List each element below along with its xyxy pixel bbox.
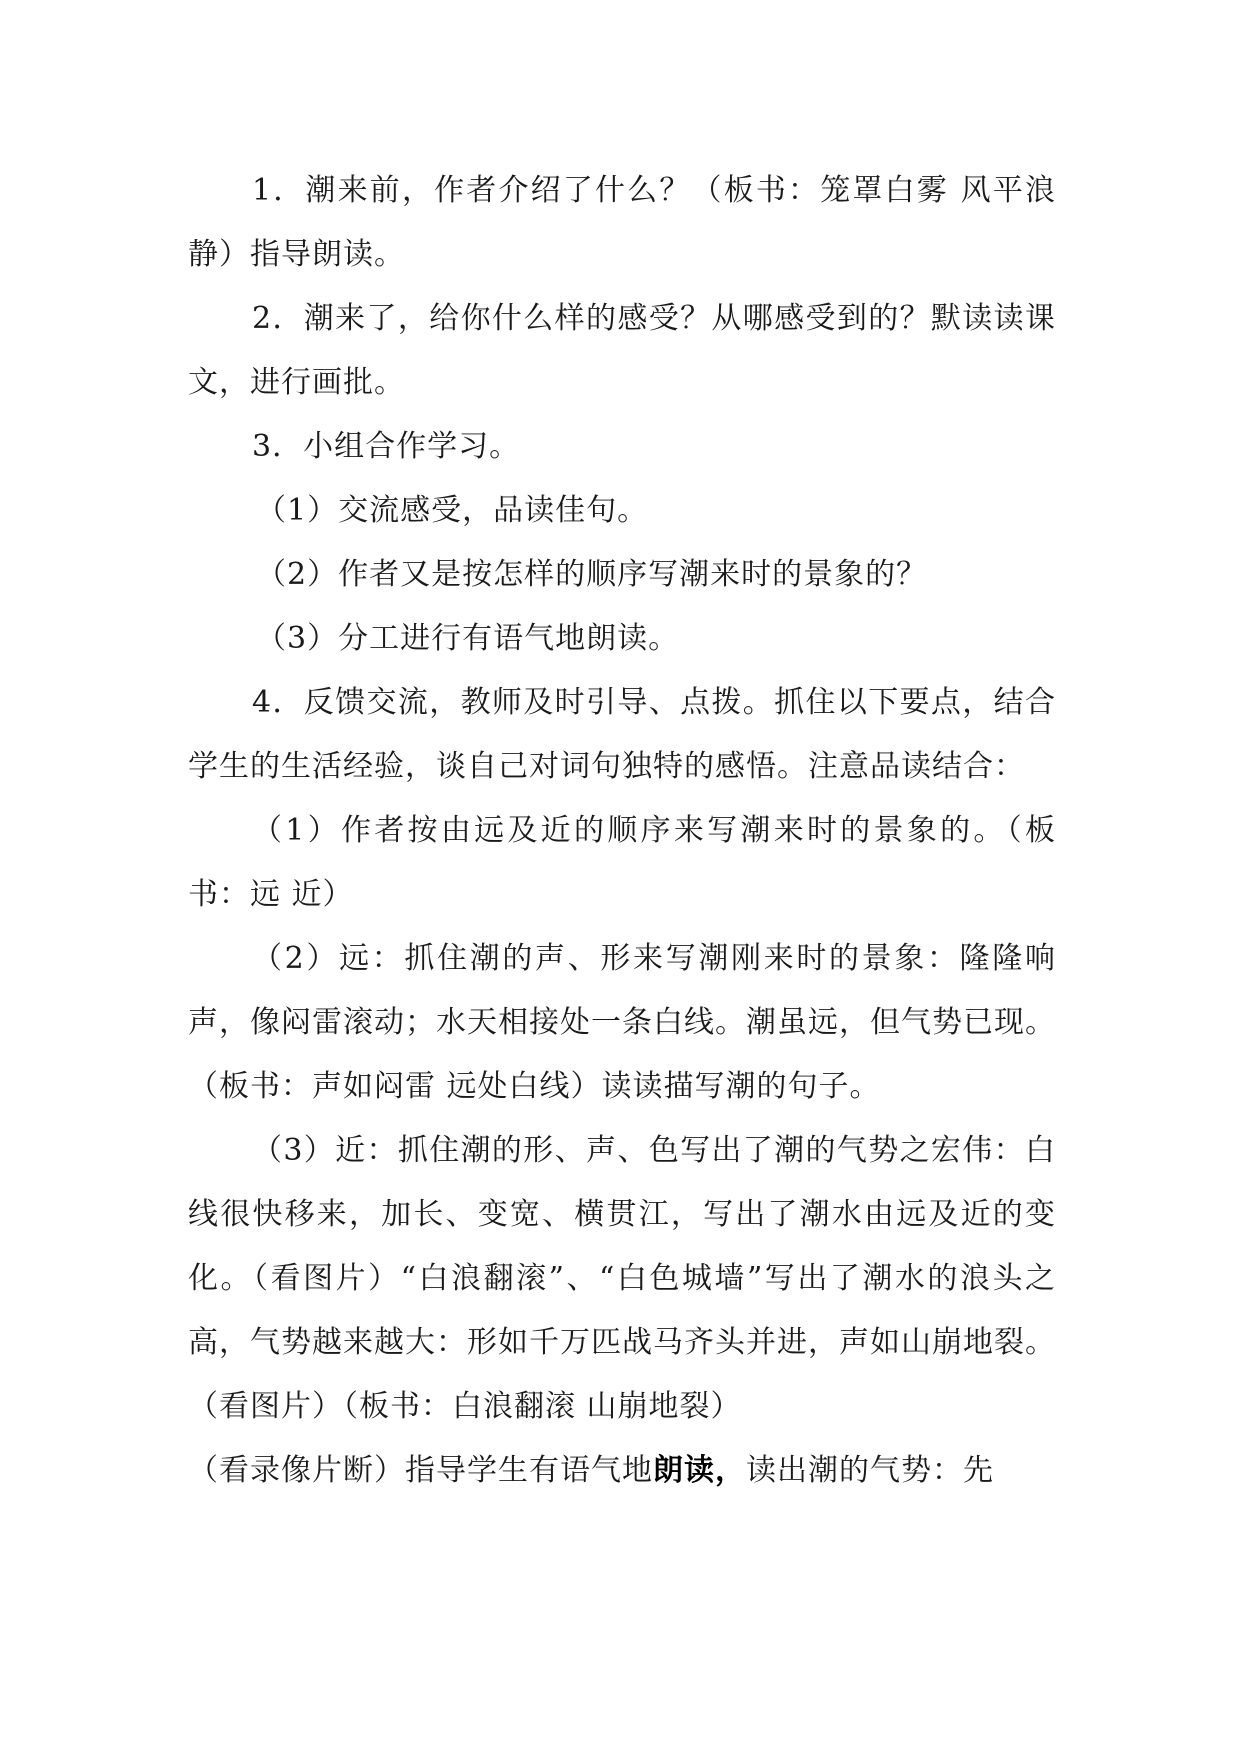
last-line-bold: 朗读， — [653, 1453, 746, 1488]
last-line-after: 读出潮的气势：先 — [746, 1453, 994, 1488]
document-body — [188, 159, 1056, 1503]
paragraph-10: （3）近：抓住潮的形、声、色写出了潮的气势之宏伟：白线很快移来，加长、变宽、横贯江，写出了潮水由远及近的变化。（看图片）“白浪翻滚”、“白色城墙”写出了潮水的浪头之高，气势越来越大：形如千万匹战马齐头并进，声如山崩地裂。（看图片）（板书：白浪翻滚 山崩地裂） — [188, 1133, 1056, 1424]
paragraph-5: （2）作者又是按怎样的顺序写潮来时的景象的？ — [256, 557, 928, 592]
paragraph-8: （1）作者按由远及近的顺序来写潮来时的景象的。（板书：远 近） — [188, 813, 1056, 912]
last-line-before: （看录像片断）指导学生有语气地 — [188, 1453, 653, 1488]
paragraph-4: （1）交流感受，品读佳句。 — [256, 493, 649, 528]
paragraph-3: 3．小组合作学习。 — [252, 429, 521, 464]
paragraph-1: 1．潮来前，作者介绍了什么？（板书：笼罩白雾 风平浪静）指导朗读。 — [188, 173, 1056, 272]
paragraph-2: 2．潮来了，给你什么样的感受？从哪感受到的？默读读课文，进行画批。 — [188, 301, 1056, 400]
paragraph-9: （2）远：抓住潮的声、形来写潮刚来时的景象：隆隆响声，像闷雷滚动；水天相接处一条白线。潮虽远，但气势已现。（板书：声如闷雷 远处白线）读读描写潮的句子。 — [188, 941, 1056, 1104]
paragraph-6: （3）分工进行有语气地朗读。 — [256, 621, 680, 656]
paragraph-11 — [188, 1439, 1056, 1503]
paragraph-7: 4．反馈交流，教师及时引导、点拨。抓住以下要点，结合学生的生活经验，谈自己对词句独特的感悟。注意品读结合： — [188, 685, 1056, 784]
